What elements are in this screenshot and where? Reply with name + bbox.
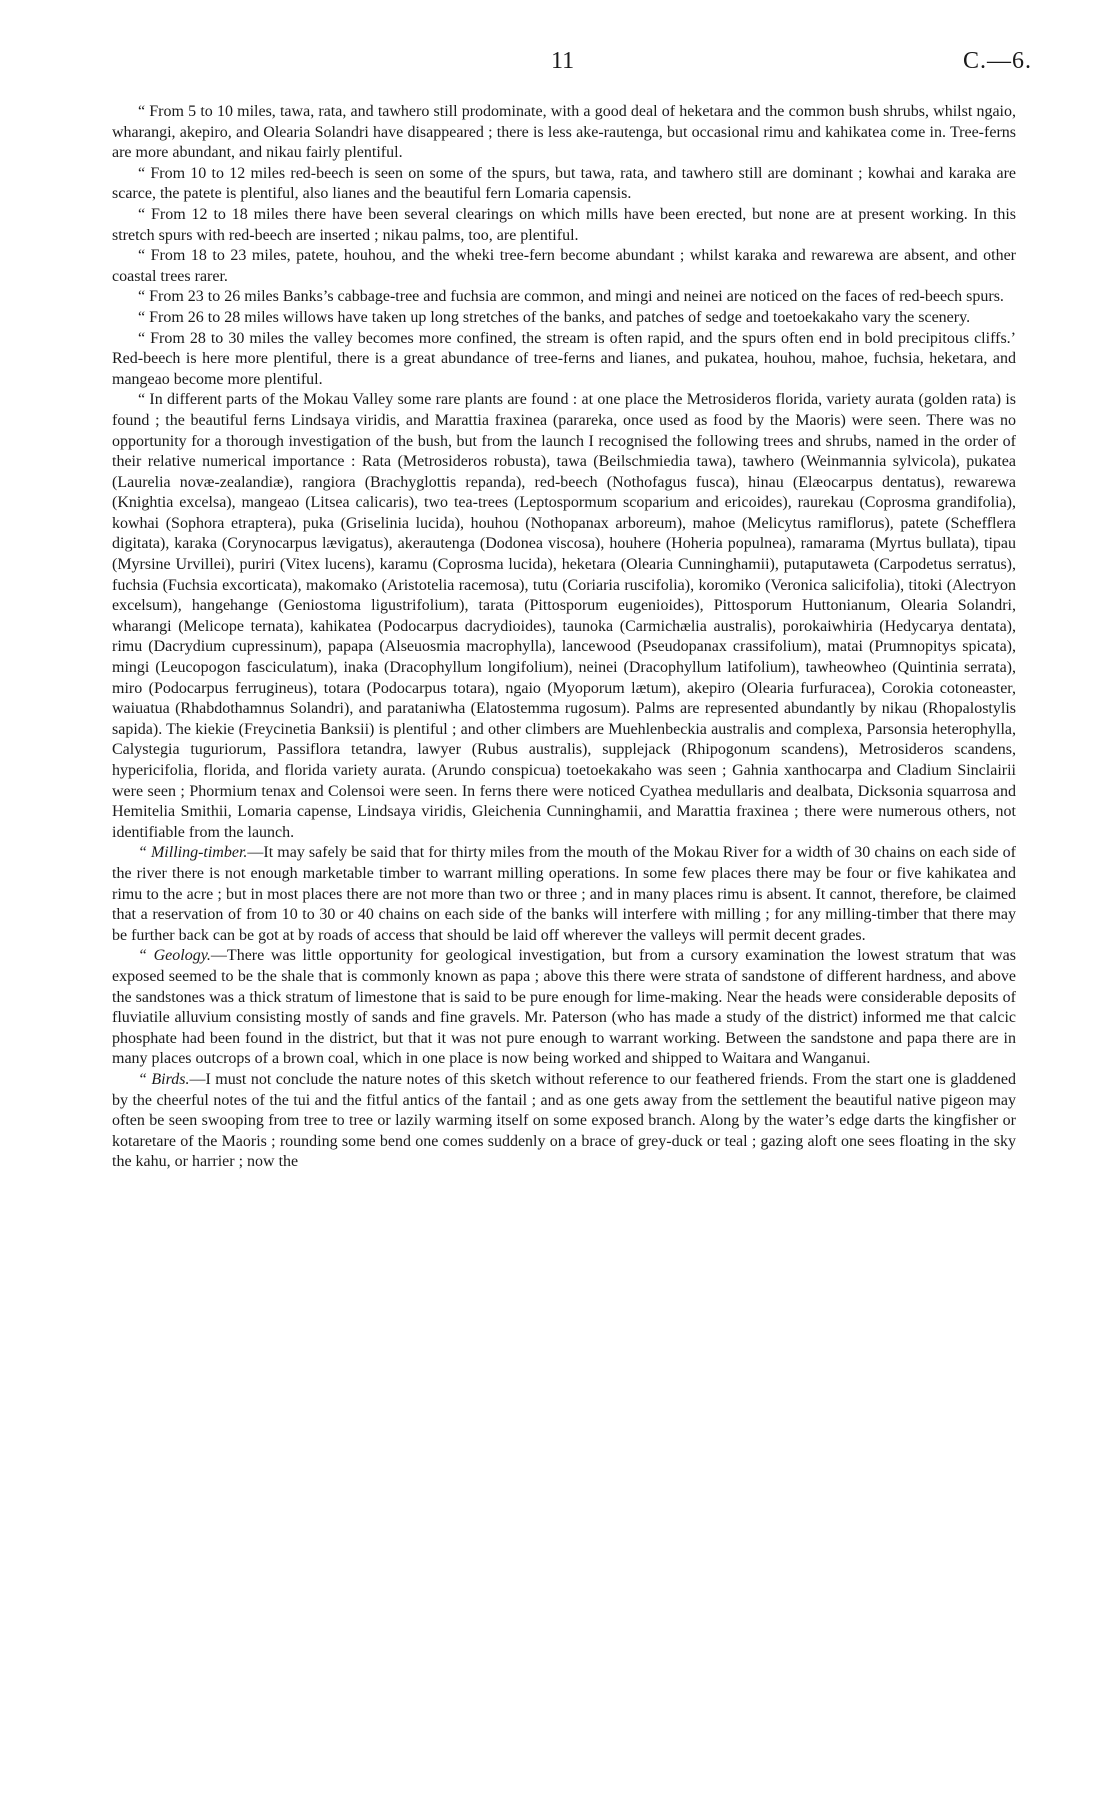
section-heading: “ Milling-timber.	[138, 844, 248, 862]
paragraph: “ From 28 to 30 miles the valley becomes more confined, the stream is often rapid, and the spurs often end in bold precipitous cliffs.’ Red-beech is here more plentiful, there is a great abundance of tree-ferns and lianes, and pukatea, houhou, mahoe, fuchsia, heketara, and mangeao become more plentiful.	[112, 329, 1016, 388]
paragraph: “ From 23 to 26 miles Banks’s cabbage-tree and fuchsia are common, and mingi and neinei are noticed on the faces of red-beech spurs.	[138, 288, 1004, 306]
paragraph-birds: “ Birds.—I must not conclude the nature notes of this sketch without reference to our feathered friends. From the start one is gladdened by the cheerful notes of the tui and the fitful antics of the fantail ; and as one gets away from the settlement the beautiful native pigeon may often be seen swooping from tree to tree or lazily warming itself on some exposed branch. Along by the water’s edge darts the kingfisher or kotaretare of the Maoris ; rounding some bend one comes suddenly on a brace of grey-duck or teal ; gazing aloft one sees floating in the sky the kahu, or harrier ; now the	[112, 1070, 1016, 1171]
paragraph: “ From 12 to 18 miles there have been several clearings on which mills have been erected, but none are at present working. In this stretch spurs with red-beech are inserted ; nikau palms, too, are plentiful.	[112, 205, 1016, 244]
paragraph: “ From 5 to 10 miles, tawa, rata, and tawhero still prodominate, with a good deal of heketara and the common bush shrubs, whilst ngaio, wharangi, akepiro, and Olearia Solandri have disappeared ; there is less ake-rautenga, but occasional rimu and kahikatea come in. Tree-ferns are more abundant, and nikau fairly plentiful.	[112, 103, 1016, 162]
section-heading: “ Geology.	[138, 947, 211, 965]
paragraph: “ From 10 to 12 miles red-beech is seen on some of the spurs, but tawa, rata, and tawhero still are dominant ; kowhai and karaka are scarce, the patete is plentiful, also lianes and the beautiful fern Lomaria capensis.	[112, 164, 1016, 203]
section-heading: “ Birds.	[138, 1070, 190, 1088]
page-header	[0, 48, 1114, 82]
paragraph-plant-list: “ In different parts of the Mokau Valley some rare plants are found : at one place the Metrosideros florida, variety aurata (golden rata) is found ; the beautiful ferns Lindsaya viridis, and Marattia fraxinea (parareka, once used as food by the Maoris) were seen. There was no opportunity for a thorough investigation of the bush, but from the launch I recognised the following trees and shrubs, named in the order of their relative numerical importance : Rata (Metrosideros robusta), tawa (Beilschmiedia tawa), tawhero (Weinmannia sylvicola), pukatea (Laurelia novæ-zealandiæ), rangiora (Brachyglottis repanda), red-beech (Nothofagus fusca), hinau (Elæocarpus dentatus), rewarewa (Knightia excelsa), mangeao (Litsea calicaris), two tea-trees (Leptospormum scoparium and ericoides), raurekau (Coprosma grandifolia), kowhai (Sophora etraptera), puka (Griselinia lucida), houhou (Nothopanax arboreum), mahoe (Melicytus ramiflorus), patete (Schefflera digitata), karaka (Corynocarpus lævigatus), akerautenga (Dodonea viscosa), houhere (Hoheria populnea), ramarama (Myrtus bullata), tipau (Myrsine Urvillei), puriri (Vitex lucens), karamu (Coprosma lucida), heketara (Olearia Cunninghamii), putaputaweta (Carpodetus serratus), fuchsia (Fuchsia excorticata), makomako (Aristotelia racemosa), tutu (Coriaria ruscifolia), koromiko (Veronica salicifolia), titoki (Alectryon excelsum), hangehange (Geniostoma ligustrifolium), tarata (Pittosporum eugenioides), Pittosporum Huttonianum, Olearia Solandri, wharangi (Melicope ternata), kahikatea (Podocarpus dacrydioides), taunoka (Carmichælia australis), porokaiwhiria (Hedycarya dentata), rimu (Dacrydium cupressinum), papapa (Alseuosmia macrophylla), lancewood (Pseudopanax crassifolium), matai (Prumnopitys spicata), mingi (Leucopogon fasciculatum), inaka (Dracophyllum longifolium), neinei (Dracophyllum latifolium), tawheowheo (Quintinia serrata), miro (Podocarpus ferrugineus), totara (Podocarpus totara), ngaio (Myoporum lætum), akepiro (Olearia furfuracea), Corokia cotoneaster, waiuatua (Rhabdothamnus Solandri), and parataniwha (Elatostemma rugosum). Palms are represented abundantly by nikau (Rhopalostylis sapida). The kiekie (Freycinetia Banksii) is plentiful ; and other climbers are Muehlenbeckia australis and complexa, Parsonsia heterophylla, Calystegia tuguriorum, Passiflora tetandra, lawyer (Rubus australis), supplejack (Rhipogonum scandens), Metrosideros scandens, hypericifolia, florida, and florida variety aurata. (Arundo conspicua) toetoekakaho was seen ; Gahnia xanthocarpa and Cladium Sinclairii were seen ; Phormium tenax and Colensoi were seen. In ferns there were noticed Cyathea medullaris and dealbata, Dicksonia squarrosa and Hemitelia Smithii, Lomaria capense, Lindsaya viridis, Gleichenia Cunninghamii, and Marattia fraxinea ; there were numerous others, not identifiable from the launch.	[112, 391, 1016, 841]
paragraph: “ From 26 to 28 miles willows have taken up long stretches of the banks, and patches of sedge and toetoekakaho vary the scenery.	[138, 308, 971, 326]
page-number: 11	[551, 48, 575, 74]
document-code: C.—6.	[962, 48, 1032, 74]
body-text	[112, 102, 1016, 1173]
paragraph-milling-timber: “ Milling-timber.—It may safely be said that for thirty miles from the mouth of the Mokau River for a width of 30 chains on each side of the river there is not enough marketable timber to warrant milling operations. In some few places there may be four or five kahikatea and rimu to the acre ; but in most places there are not more than two or three ; and in many places rimu is absent. It cannot, therefore, be claimed that a reservation of from 10 to 30 or 40 chains on each side of the banks will interfere with milling ; for any milling-timber that there may be further back can be got at by roads of access that should be laid off wherever the valleys will permit decent grades.	[112, 844, 1016, 944]
paragraph-geology: “ Geology.—There was little opportunity for geological investigation, but from a cursory examination the lowest stratum that was exposed seemed to be the shale that is commonly known as papa ; above this there were strata of sandstone of different hardness, and above the sandstones was a thick stratum of limestone that is said to be pure enough for lime-making. Near the heads were considerable deposits of fluviatile alluvium consisting mostly of sands and fine gravels. Mr. Paterson (who has made a study of the district) informed me that calcic phosphate had been found in the district, but that it was not pure enough to warrant working. Between the sandstone and papa there are in many places outcrops of a brown coal, which in one place is now being worked and shipped to Waitara and Wanganui.	[112, 947, 1017, 1068]
paragraph: “ From 18 to 23 miles, patete, houhou, and the wheki tree-fern become abundant ; whilst karaka and rewarewa are absent, and other coastal trees rarer.	[112, 247, 1016, 285]
